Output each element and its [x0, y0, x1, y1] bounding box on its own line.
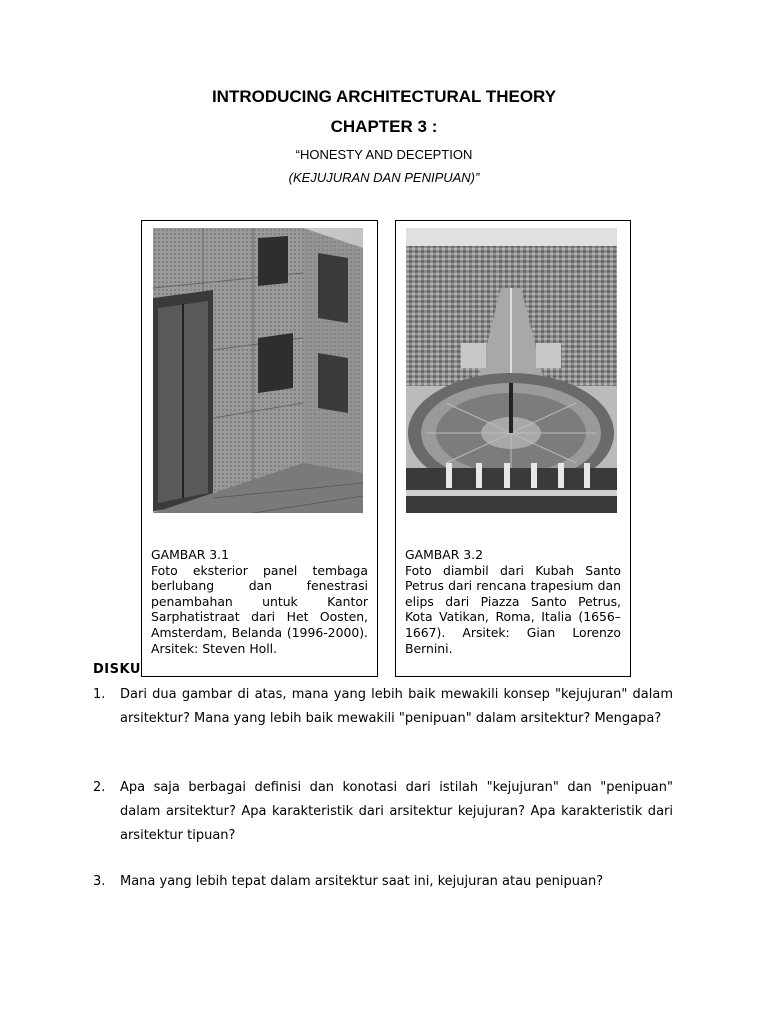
figure-3-2-label: GAMBAR 3.2 — [405, 547, 483, 562]
discussion-question — [93, 683, 673, 731]
chapter-subtitle-english: “HONESTY AND DECEPTION — [295, 147, 473, 162]
chapter-heading: CHAPTER 3 : — [330, 117, 438, 136]
figure-3-2-box — [395, 220, 631, 677]
question-text: Dari dua gambar di atas, mana yang lebih baik mewakili konsep "kejujuran" dalam arsitektur? Mana yang lebih baik mewakili "penipuan" dalam arsitektur? Mengapa? — [120, 687, 673, 726]
discussion-heading: DISKU — [93, 662, 141, 677]
question-text: Mana yang lebih tepat dalam arsitektur saat ini, kejujuran atau penipuan? — [120, 874, 604, 889]
chapter-subtitle-indonesian: (KEJUJURAN DAN PENIPUAN)” — [288, 170, 480, 185]
st-peters-square-photo — [406, 228, 617, 513]
question-number: 3. — [93, 874, 106, 889]
question-number: 1. — [93, 687, 106, 702]
building-facade-photo — [153, 228, 363, 513]
figure-3-2-text: Foto diambil dari Kubah Santo Petrus dari rencana trapesium dan elips dari Piazza Santo Petrus, Kota Vatikan, Roma, Italia (1656–1667). Arsitek: Gian Lorenzo Bernini. — [405, 562, 621, 656]
question-text: Apa saja berbagai definisi dan konotasi dari istilah "kejujuran" dan "penipuan" dalam arsitektur? Apa karakteristik dari arsitektur kejujuran? Apa karakteristik dari arsitektur tipuan? — [120, 780, 673, 843]
figure-3-1-text: Foto eksterior panel tembaga berlubang dan fenestrasi penambahan untuk Kantor Sarphatistraat dari Het Oosten, Amsterdam, Belanda (1996-2000). Arsitek: Steven Holl. — [151, 562, 368, 656]
figure-3-1-box — [141, 220, 378, 677]
figure-3-2-caption — [405, 547, 621, 656]
document-title: INTRODUCING ARCHITECTURAL THEORY — [211, 87, 557, 106]
question-number: 2. — [93, 780, 106, 795]
figure-3-1-label: GAMBAR 3.1 — [151, 547, 229, 562]
figure-3-1-caption — [151, 547, 368, 656]
discussion-question — [93, 776, 673, 848]
discussion-question — [93, 870, 673, 894]
